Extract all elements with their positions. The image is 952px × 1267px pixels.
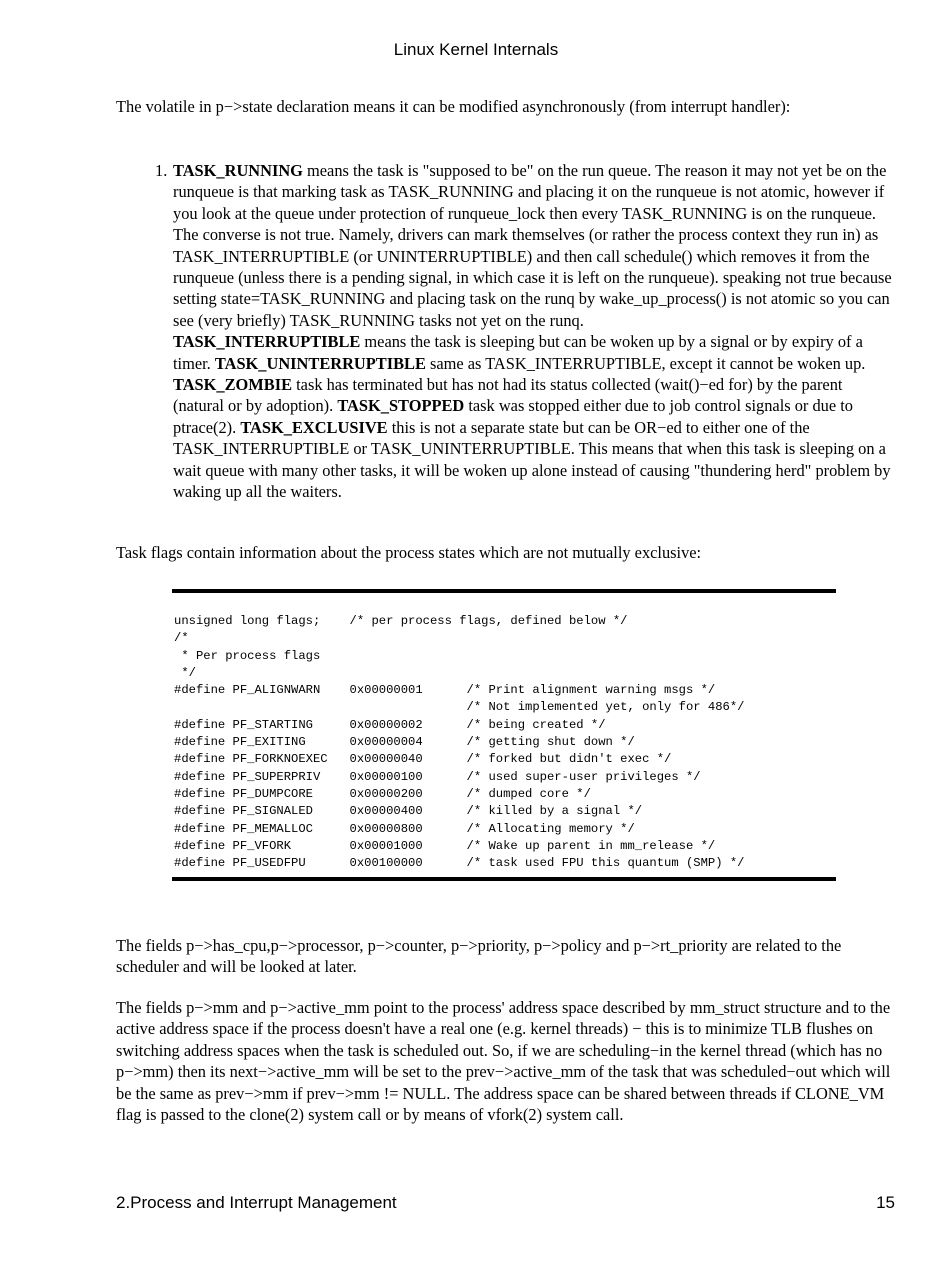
text-task-interruptible: means the task is sleeping but can be woken up by a signal or by expiry of a timer. (173, 332, 863, 373)
mm-fields-paragraph: The fields p−>mm and p−>active_mm point to the process' address space described by mm_struct structure and to the active address space if the process doesn't have a real one (e.g. kernel threads) − this is to minimize TLB flushes on switching address spaces when the task is scheduled out. So, if we are scheduling−in the kernel thread (which has no p−>mm) then its next−>active_mm will be set to the prev−>active_mm of the task that was scheduled−out which will be the same as prev−>mm if prev−>mm != NULL. The address space can be shared between threads if CLONE_VM flag is passed to the clone(2) system call or by means of vfork(2) system call. (116, 998, 891, 1125)
intro-paragraph: The volatile in p−>state declaration means it can be modified asynchronously (from interrupt handler): (116, 97, 791, 116)
text-task-zombie: task has terminated but has not had its status collected (wait()−ed for) by the parent (natural or by adoption). (173, 375, 843, 416)
list-number: 1. (155, 161, 168, 180)
code-listing: unsigned long flags; /* per process flags, defined below */ /* * Per process flags */ #define PF_ALIGNWARN 0x00000001 /* Print alignment warning msgs */ /* Not implemented yet, only for 486*/ #define PF_STARTING 0x00000002 /* being created */ #define PF_EXITING 0x00000004 /* getting shut down */ #define PF_FORKNOEXEC 0x00000040 /* forked but didn't exec */ #define PF_SUPERPRIV 0x00000100 /* used super-user privileges */ #define PF_DUMPCORE 0x00000200 /* dumped core */ #define PF_SIGNALED 0x00000400 /* killed by a signal */ #define PF_MEMALLOC 0x00000800 /* Allocating memory */ #define PF_VFORK 0x00001000 /* Wake up parent in mm_release */ #define PF_USEDFPU 0x00100000 /* task used FPU this quantum (SMP) */ (174, 614, 745, 871)
text-task-stopped: task was stopped either due to job control signals or due to ptrace(2). (173, 396, 853, 437)
page-header-title: Linux Kernel Internals (393, 40, 559, 59)
text-task-exclusive: this is not a separate state but can be OR−ed to either one of the TASK_INTERRUPTIBLE or TASK_UNINTERRUPTIBLE. This means that when this task is sleeping on a wait queue with many other tasks, it will be woken up alone instead of causing "thundering herd" problem by waking up all the waiters. (173, 417, 891, 502)
code-listing-box (172, 589, 836, 881)
term-task-uninterruptible: TASK_UNINTERRUPTIBLE (214, 353, 426, 373)
term-task-running: TASK_RUNNING (173, 161, 303, 180)
task-states-list-item (155, 160, 893, 503)
footer-chapter: 2.Process and Interrupt Management (116, 1193, 397, 1212)
text-task-running: means the task is "supposed to be" on the run queue. The reason it may not yet be on the runqueue is that marking task as TASK_RUNNING and placing it on the runqueue is not atomic, however if you look at the queue under protection of runqueue_lock then every TASK_RUNNING is on the runqueue. The converse is not true. Namely, drivers can mark themselves (or rather the process context they run in) as TASK_INTERRUPTIBLE (or UNINTERRUPTIBLE) and then call schedule() which removes it from the runqueue (unless there is a pending signal, in which case it is left on the runqueue). speaking not true because setting state=TASK_RUNNING and placing task on the runq by wake_up_process() is not atomic so you can see (very briefly) TASK_RUNNING tasks not yet on the runq. (173, 161, 892, 330)
scheduler-fields-paragraph: The fields p−>has_cpu,p−>processor, p−>counter, p−>priority, p−>policy and p−>rt_priority are related to the scheduler and will be looked at later. (116, 936, 842, 977)
term-task-interruptible: TASK_INTERRUPTIBLE (173, 332, 361, 352)
footer-page-number: 15 (876, 1193, 895, 1212)
term-task-exclusive: TASK_EXCLUSIVE (240, 417, 388, 437)
text-task-uninterruptible: same as TASK_INTERRUPTIBLE, except it cannot be woken up. (425, 353, 866, 373)
term-task-zombie: TASK_ZOMBIE (173, 375, 293, 395)
flags-intro-paragraph: Task flags contain information about the process states which are not mutually exclusive: (116, 543, 702, 562)
term-task-stopped: TASK_STOPPED (337, 396, 465, 416)
